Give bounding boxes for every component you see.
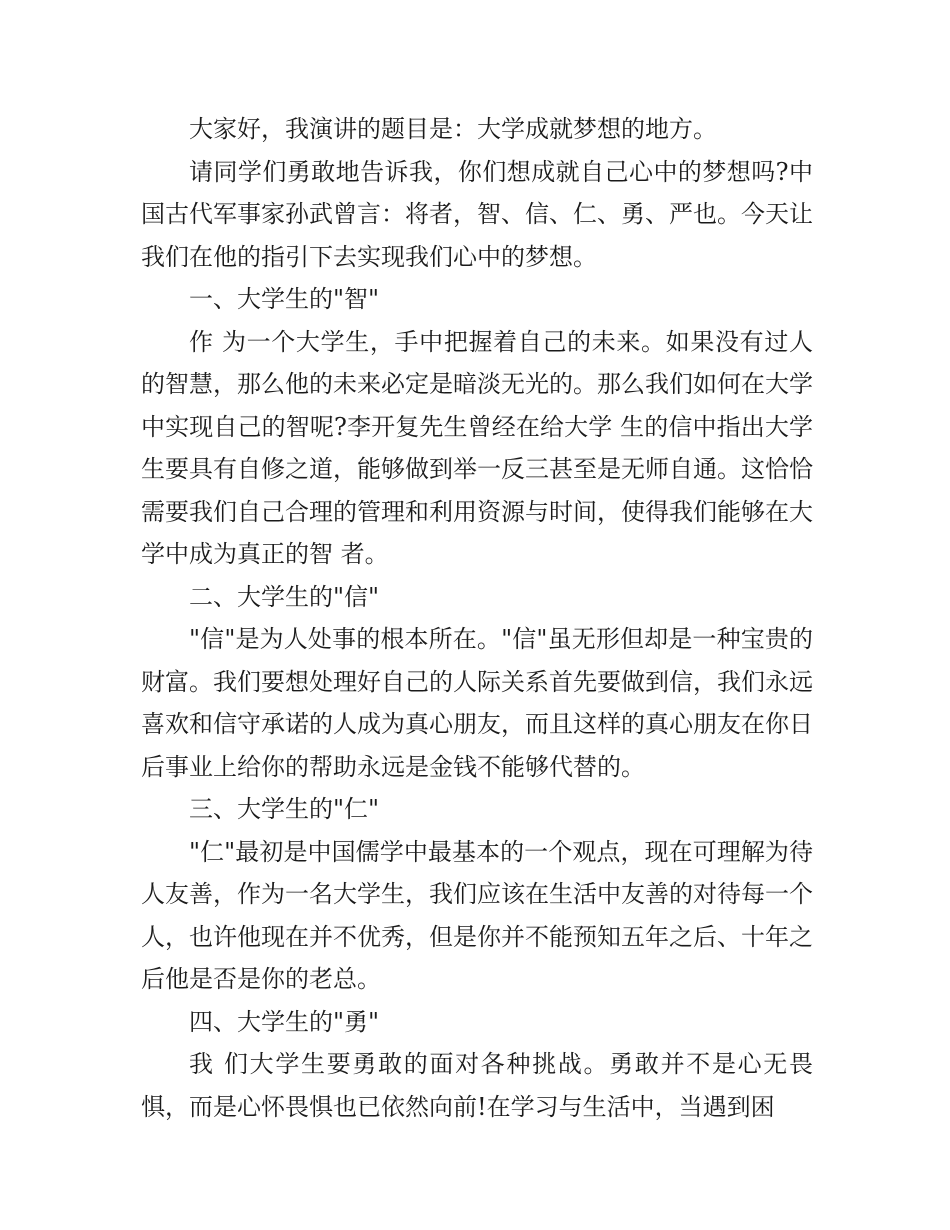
- section-heading-wisdom: 一、大学生的"智": [189, 285, 380, 313]
- document-body: [141, 108, 813, 1128]
- section-heading-benevolence: 三、大学生的"仁": [189, 795, 380, 823]
- section-heading-trust: 二、大学生的"信": [189, 582, 380, 611]
- paragraph-wisdom: 作 为一个大学生，手中把握着自己的未来。如果没有过人的智慧，那么他的未来必定是暗淡无光的。那么我们如何在大学中实现自己的智呢?李开复先生曾经在给大学 生的信中指出大学生要具有自修之道，能够做到举一反三甚至是无师自通。这恰恰需要我们自己合理的管理和利用资源与时间，使得我们能够在大学中成为真正的智 者。: [141, 327, 813, 568]
- paragraph-benevolence: "仁"最初是中国儒学中最基本的一个观点，现在可理解为待人友善，作为一名大学生，我们应该在生活中友善的对待每一个人，也许他现在并不优秀，但是你并不能预知五年之后、十年之后他是否是你的老总。: [141, 837, 813, 993]
- paragraph-courage: 我 们大学生要勇敢的面对各种挑战。勇敢并不是心无畏惧，而是心怀畏惧也已依然向前!在学习与生活中，当遇到困: [141, 1050, 813, 1121]
- paragraph-greeting: 大家好，我演讲的题目是：大学成就梦想的地方。: [189, 115, 717, 143]
- paragraph-intro: 请同学们勇敢地告诉我，你们想成就自己心中的梦想吗?中国古代军事家孙武曾言：将者，智、信、仁、勇、严也。今天让我们在他的指引下去实现我们心中的梦想。: [141, 157, 813, 271]
- paragraph-trust: "信"是为人处事的根本所在。"信"虽无形但却是一种宝贵的财富。我们要想处理好自己的人际关系首先要做到信，我们永远喜欢和信守承诺的人成为真心朋友，而且这样的真心朋友在你日后事业上给你的帮助永远是金钱不能够代替的。: [141, 625, 813, 781]
- section-heading-courage: 四、大学生的"勇": [189, 1007, 380, 1036]
